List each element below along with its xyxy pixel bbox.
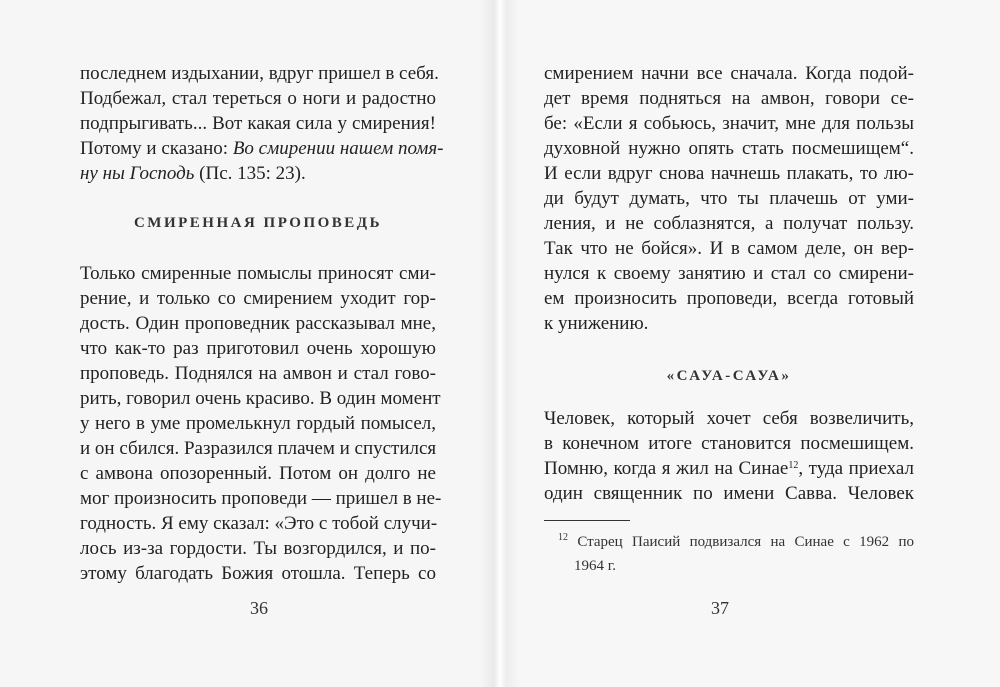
text-line: бе: «Если я собьюсь, значит, мне для пользы (544, 113, 914, 134)
page-number: 36 (250, 598, 268, 618)
text-line: годность. Я ему сказал: «Это с тобой случи- (80, 513, 438, 534)
text-line: Подбежал, стал тереться о ноги и радостно (80, 88, 436, 109)
text-line: ления, и не соблазнятся, а получат пользу. (544, 213, 914, 234)
text-line: этому благодать Божия отошла. Теперь со (80, 563, 436, 584)
text-line: Так что не бойся». И в самом деле, он вер- (544, 238, 914, 259)
footnote-mark: 12 (558, 532, 568, 543)
right-page (498, 0, 1000, 687)
text-line: с амвона опозоренный. Потом он долго не (80, 463, 436, 484)
footnote-text: Старец Паисий подвизался на Синае с 1962 по (568, 534, 914, 550)
text-line (80, 162, 436, 186)
text-line: нулся к своему занятию и стал со смирени- (544, 263, 914, 284)
scripture-quote: ну ны Господь (80, 163, 195, 184)
text-line: дет время подняться на амвон, говори се- (544, 88, 914, 109)
footnote (558, 532, 914, 552)
page-number: 37 (711, 598, 729, 618)
text-line: один священник по имени Савва. Человек (544, 483, 914, 504)
text-line: Человек, который хочет себя возвеличить, (544, 408, 914, 429)
text-line: что как-то раз приготовил очень хорошую (80, 338, 436, 359)
text-line: последнем издыхании, вдруг пришел в себя. (80, 63, 439, 84)
text-line: к унижению. (544, 313, 649, 334)
footnote-reference[interactable]: 12 (788, 460, 799, 471)
text-line: Только смиренные помыслы приносят сми- (80, 263, 436, 284)
text-line (80, 137, 444, 161)
footnote-continuation: 1964 г. (574, 558, 616, 574)
text-line: в конечном итоге становится посмешищем. (544, 433, 914, 454)
text-line: мог произносить проповеди — пришел в не- (80, 488, 442, 509)
text-line: И если вдруг снова начнешь плакать, то лю- (544, 163, 914, 184)
text-line: рить, говорил очень красиво. В один момент (80, 388, 441, 409)
text-plain: Помню, когда я жил на Синае (544, 458, 789, 479)
text-plain: Потому и сказано: (80, 138, 233, 159)
scripture-quote: Во смирении нашем помя- (232, 138, 444, 159)
text-line: ди будут думать, что ты плачешь от уми- (544, 188, 914, 209)
section-heading: «САУА-САУА» (666, 368, 792, 384)
text-line: смирением начни все сначала. Когда подой- (544, 63, 914, 84)
text-line: проповедь. Поднялся на амвон и стал гово- (80, 363, 436, 384)
text-line: дость. Один проповедник рассказывал мне, (80, 313, 436, 334)
text-line: лось из-за гордости. Ты возгордился, и по- (80, 538, 436, 559)
left-page (0, 0, 498, 687)
scripture-reference: (Пс. 135: 23). (194, 163, 306, 184)
section-heading: СМИРЕННАЯ ПРОПОВЕДЬ (133, 215, 383, 231)
text-line: и он сбился. Разразился плачем и спустился (80, 438, 437, 459)
text-line: у него в уме промелькнул гордый помысел, (80, 413, 436, 434)
text-line: рение, и только со смирением уходит гор- (80, 288, 436, 309)
text-line: ем произносить проповеди, всегда готовый (544, 288, 914, 309)
text-line (544, 457, 914, 481)
text-line: подпрыгивать... Вот какая сила у смирения! (80, 113, 436, 134)
text-plain: , туда приехал (798, 458, 914, 479)
text-line: духовной нужно опять стать посмешищем“. (544, 138, 914, 159)
footnote-divider (544, 520, 630, 521)
